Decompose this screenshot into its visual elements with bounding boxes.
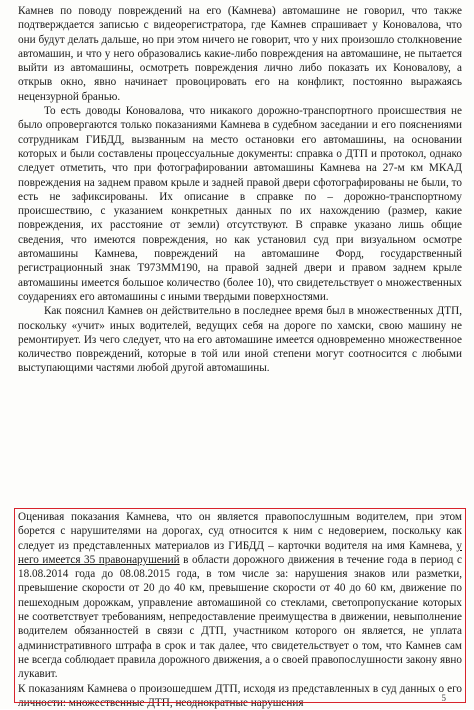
highlighted-section	[18, 510, 462, 710]
paragraph-2: То есть доводы Коновалова, что никакого дорожно-транспортного происшествия не было опровергаются только показаниями Камнева в судебном заседании и его пояснениями сотрудникам ГИБДД, вызванным на место остановки его автомашины, на основании которых и были составлены процессуальные документы: справка о ДТП и протокол, однако следует отметить, что при фотографировании автомашины Камнева на 27-м км МКАД повреждения на заднем правом крыле и задней правой двери сфотографированы не были, то есть не зафиксированы. Их описание в справке по – дорожно-транспортному происшествию, с указанием конкретных данных по их нахождению (размер, какие повреждения, их расстояние от земли) отсутствуют. В справке указано лишь общие сведения, что имеются повреждения, но как установил суд при визуальном осмотре автомашины Камнева, повреждений на автомашине Форд, государственный регистрационный знак Т973ММ190, на правой задней двери и правом заднем крыле автомашины имеется большое количество (более 10), что свидетельствует о множественных соударениях его автомашины с иными твердыми поверхностями.	[18, 105, 462, 303]
paragraph-4-start: Оценивая показания Камнева, что он является правопослушным водителем, при этом борется с нарушителями на дорогах, суд относится к ним с недоверием, поскольку как следует из представленных материалов из ГИБДД – карточки водителя на имя Камнева,	[18, 511, 462, 552]
paragraph-3: Как пояснил Камнев он действительно в последнее время был в множественных ДТП, поскольку «учит» иных водителей, ведущих себя на дороге по хамски, свою машину не ремонтирует. Из чего следует, что на его автомашине имеется одновременно множественное количество повреждений, которые в той или иной степени могут соотносится с любыми выступающими частями любой другой автомашины.	[18, 305, 462, 375]
paragraph-4	[18, 510, 462, 682]
paragraph-1: Камнев по поводу повреждений на его (Камнева) автомашине не говорил, что также подтверждается записью с видеорегистратора, где Камнев спрашивает у Коновалова, что они будут делать дальше, но при этом ничего не говорит, что у них произошло столкновение автомашин, и что у него образовались какие-либо повреждения на автомашине, не пытается выйти из автомашины, осмотреть повреждения лично либо показать их Коновалову, а открыв окно, явно начинает провоцировать его на конфликт, постоянно выражаясь нецензурной бранью.	[18, 5, 462, 103]
page-number: 5	[441, 693, 446, 703]
violations-count-underlined: у него имеется 35 правонарушений	[18, 539, 462, 566]
paragraph-5: К показаниям Камнева о произошедшем ДТП, исходя из представленных в суд данных о его личности: множественные ДТП, неоднократные нарушения	[18, 682, 462, 709]
paragraph-4-end: в области дорожного движения в течение года в период с 18.08.2014 года до 08.08.2015 года, в том числе за: нарушения знаков или разметки, превышение скорости от 20 до 40 км, превышение скорости от 40 до 60 км, движение по пешеходным дорожкам, управление автомашиной со стеклами, светопропускание которых не соответствует требованиям, непредоставление преимущества в движении, невыполнение водителем обязанностей в связи с ДТП, участником которого он является, не уплата административного штрафа в срок и так далее, что свидетельствует о том, что Камнев сам не всегда соблюдает правила дорожного движения, а о своей правопослушности закону явно лукавит.	[18, 553, 462, 681]
